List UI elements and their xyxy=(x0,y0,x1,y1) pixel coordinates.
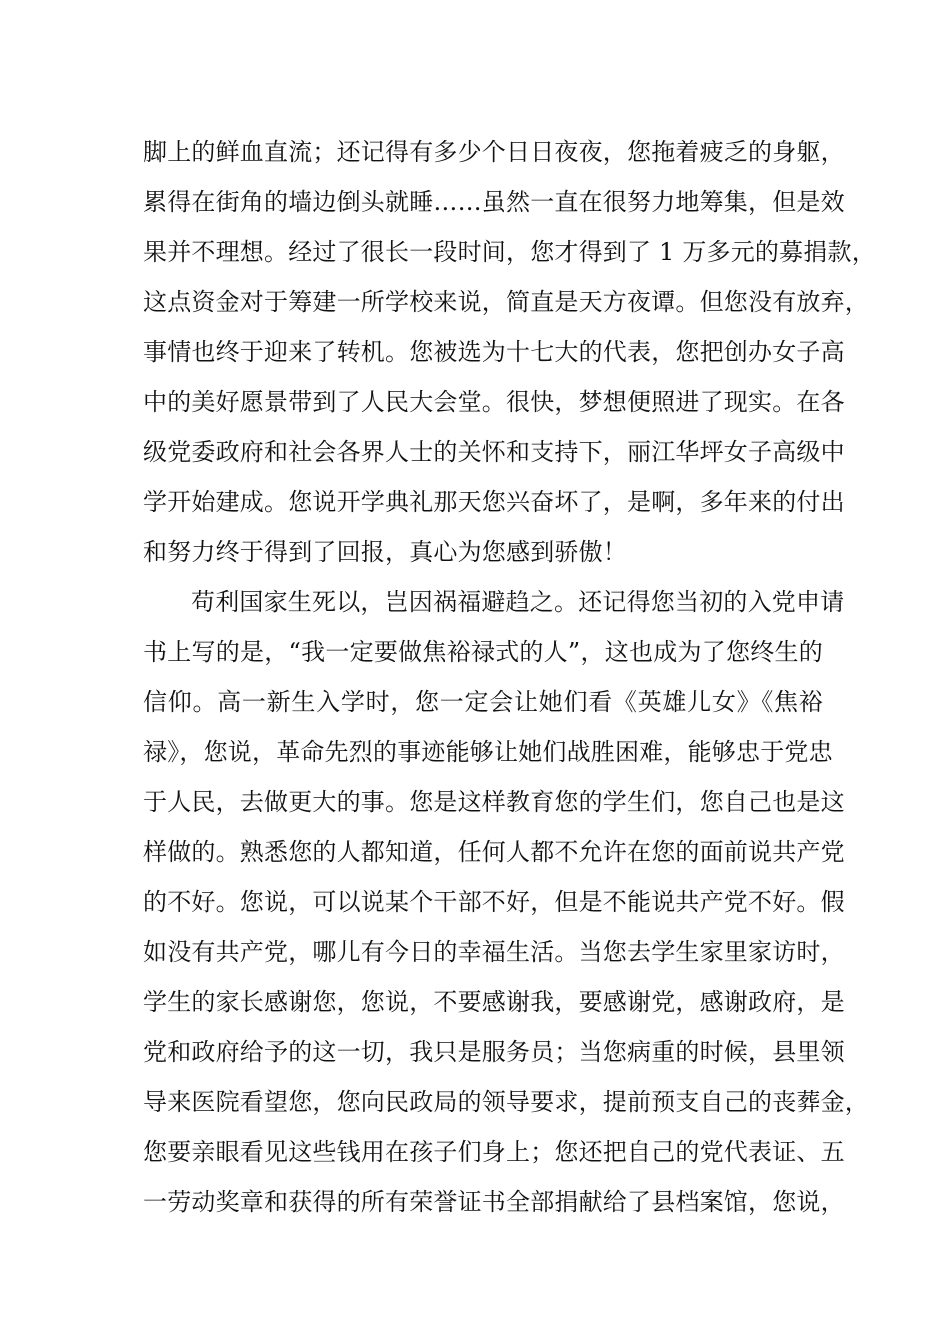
text-line: 禄》，您说，革命先烈的事迹能够让她们战胜困难，能够忠于党忠 xyxy=(143,738,833,766)
text-line: 如没有共产党，哪儿有今日的幸福生活。当您去学生家里家访时， xyxy=(143,938,845,966)
text-line: 累得在街角的墙边倒头就睡……虽然一直在很努力地筹集，但是效 xyxy=(143,188,845,216)
text-line: 于人民，去做更大的事。您是这样教育您的学生们，您自己也是这 xyxy=(143,788,845,816)
text-line: 样做的。熟悉您的人都知道，任何人都不允许在您的面前说共产党 xyxy=(143,838,845,866)
text-line: 脚上的鲜血直流；还记得有多少个日日夜夜，您拖着疲乏的身躯， xyxy=(143,138,845,166)
text-line: 和努力终于得到了回报，真心为您感到骄傲！ xyxy=(143,538,627,566)
text-line: 学开始建成。您说开学典礼那天您兴奋坏了，是啊，多年来的付出 xyxy=(143,488,845,516)
text-line: 书上写的是，“我一定要做焦裕禄式的人”，这也成为了您终生的 xyxy=(143,638,823,666)
text-line: 中的美好愿景带到了人民大会堂。很快，梦想便照进了现实。在各 xyxy=(143,388,845,416)
body-text xyxy=(143,127,876,1227)
text-line: 一劳动奖章和获得的所有荣誉证书全部捐献给了县档案馆，您说， xyxy=(143,1188,845,1216)
paragraph-start-line: 苟利国家生死以，岂因祸福避趋之。还记得您当初的入党申请 xyxy=(191,588,845,616)
text-line: 的不好。您说，可以说某个干部不好，但是不能说共产党不好。假 xyxy=(143,888,845,916)
text-line: 信仰。高一新生入学时，您一定会让她们看《英雄儿女》《焦裕 xyxy=(143,688,823,716)
text-line: 这点资金对于筹建一所学校来说，简直是天方夜谭。但您没有放弃， xyxy=(143,288,869,316)
text-line: 果并不理想。经过了很长一段时间，您才得到了 1 万多元的募捐款， xyxy=(143,238,876,266)
text-line: 导来医院看望您，您向民政局的领导要求，提前预支自己的丧葬金， xyxy=(143,1088,869,1116)
text-line: 党和政府给予的这一切，我只是服务员；当您病重的时候，县里领 xyxy=(143,1038,845,1066)
text-line: 学生的家长感谢您，您说，不要感谢我，要感谢党，感谢政府，是 xyxy=(143,988,845,1016)
text-line: 事情也终于迎来了转机。您被选为十七大的代表，您把创办女子高 xyxy=(143,338,845,366)
text-line: 您要亲眼看见这些钱用在孩子们身上；您还把自己的党代表证、五 xyxy=(143,1138,845,1166)
text-line: 级党委政府和社会各界人士的关怀和支持下，丽江华坪女子高级中 xyxy=(143,438,845,466)
